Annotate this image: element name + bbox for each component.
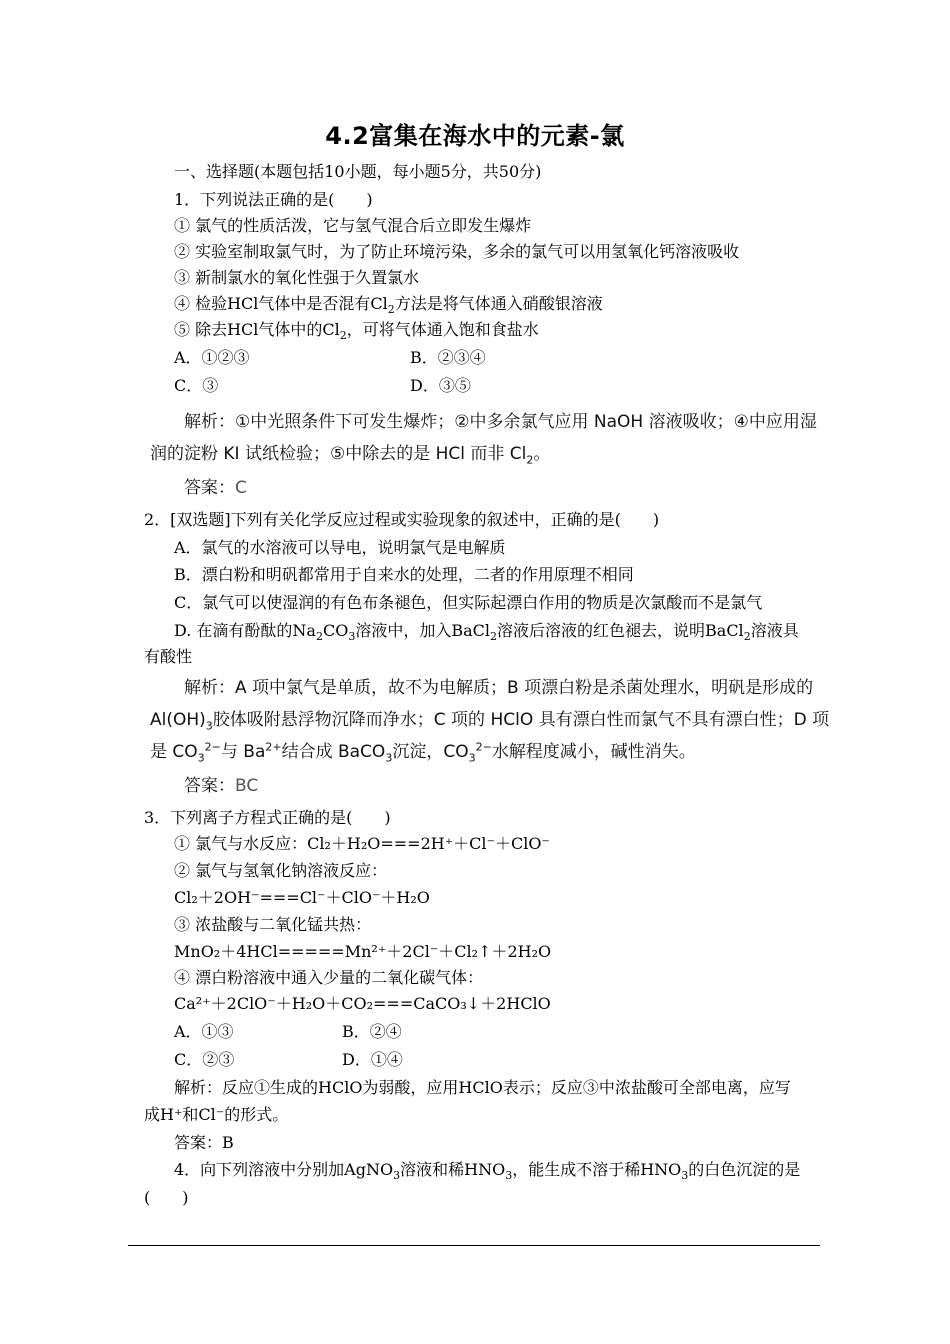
- q1-item-3: ③ 新制氯水的氧化性强于久置氯水: [174, 268, 420, 287]
- q4-stem: 4．向下列溶液中分别加AgNO$_3$溶液和稀$HNO_3$，能生成不溶于稀$HNO_3$的白色沉淀的是: [174, 1160, 801, 1183]
- q2-analysis-line-3: 是 $CO_3^{2-}$与 $Ba^{2+}$结合成 BaCO$_3$沉淀，$CO_3^{2-}$水解程度减小，碱性消失。: [150, 740, 696, 765]
- q3-item-4-equation: Ca²⁺＋2ClO⁻＋H₂O＋CO₂===CaCO₃↓＋2HClO: [174, 994, 551, 1013]
- q4-stem-continued: ( ): [144, 1188, 189, 1207]
- q3-item-1: ① 氯气与水反应：Cl₂＋H₂O===2H⁺＋Cl⁻＋ClO⁻: [174, 834, 550, 853]
- q1-analysis-line-1: 解析：①中光照条件下可发生爆炸；②中多余氯气应用 NaOH 溶液吸收；④中应用湿: [184, 412, 817, 432]
- q2-stem: 2．[双选题]下列有关化学反应过程或实验现象的叙述中，正确的是( ): [144, 510, 660, 529]
- q3-item-3-label: ③ 浓盐酸与二氧化锰共热：: [174, 915, 372, 934]
- q2-answer: 答案：BC: [184, 776, 259, 796]
- q3-option-c: C．②③: [174, 1050, 235, 1069]
- q3-answer: 答案：B: [174, 1133, 234, 1152]
- q3-item-4-label: ④ 漂白粉溶液中通入少量的二氧化碳气体：: [174, 968, 484, 987]
- q3-item-3-equation: MnO₂＋4HCl=====Mn²⁺＋2Cl⁻＋Cl₂↑＋2H₂O: [174, 942, 552, 961]
- q1-item-2: ② 实验室制取氯气时，为了防止环境污染，多余的氯气可以用氢氧化钙溶液吸收: [174, 242, 740, 261]
- q1-option-b: B．②③④: [410, 348, 486, 367]
- q2-option-d-continued: 有酸性: [144, 647, 193, 666]
- q3-item-2-equation: Cl₂＋2OH⁻===Cl⁻＋ClO⁻＋H₂O: [174, 888, 430, 907]
- q2-analysis-line-2: $Al(OH)_3$胶体吸附悬浮物沉降而净水；C 项的 HClO 具有漂白性而氯气不具有漂白性；D 项: [150, 710, 830, 733]
- q1-item-1: ① 氯气的性质活泼，它与氢气混合后立即发生爆炸: [174, 216, 532, 235]
- q3-item-2-label: ② 氯气与氢氧化钠溶液反应：: [174, 861, 388, 880]
- q1-analysis-line-2: 润的淀粉 KI 试纸检验；⑤中除去的是 HCl 而非 $Cl_2$。: [150, 444, 551, 467]
- q1-answer: 答案：C: [184, 478, 247, 498]
- q1-option-d: D．③⑤: [410, 376, 471, 395]
- footer-rule: [128, 1245, 820, 1246]
- q3-analysis-line-2: 成H⁺和Cl⁻的形式。: [144, 1105, 289, 1124]
- document-title: 4.2富集在海水中的元素-氯: [325, 122, 625, 150]
- q1-item-4: ④ 检验HCl气体中是否混有$Cl_2$方法是将气体通入硝酸银溶液: [174, 294, 603, 317]
- q2-analysis-line-1: 解析：A 项中氯气是单质，故不为电解质；B 项漂白粉是杀菌处理水，明矾是形成的: [184, 678, 814, 698]
- q2-option-a: A．氯气的水溶液可以导电，说明氯气是电解质: [174, 538, 506, 557]
- section-heading: 一、选择题(本题包括10小题，每小题5分，共50分): [174, 162, 542, 181]
- q3-option-a: A．①③: [174, 1022, 234, 1041]
- q2-option-b: B．漂白粉和明矾都常用于自来水的处理，二者的作用原理不相同: [174, 565, 634, 584]
- q2-option-d: D. 在滴有酚酞的$Na_2CO_3$溶液中，加入BaCl$_2$溶液后溶液的红色褪去，说明BaCl$_2$溶液具: [174, 621, 799, 644]
- q3-analysis-line-1: 解析：反应①生成的HClO为弱酸，应用HClO表示；反应③中浓盐酸可全部电离，应写: [174, 1078, 791, 1097]
- q3-stem: 3．下列离子方程式正确的是( ): [144, 808, 391, 827]
- q3-option-b: B．②④: [342, 1022, 402, 1041]
- q1-option-a: A．①②③: [174, 348, 250, 367]
- q3-option-d: D．①④: [342, 1050, 403, 1069]
- q1-item-5: ⑤ 除去HCl气体中的$Cl_2$，可将气体通入饱和食盐水: [174, 320, 539, 343]
- q1-stem: 1．下列说法正确的是( ): [174, 190, 373, 209]
- q1-option-c: C．③: [174, 376, 219, 395]
- q2-option-c: C．氯气可以使湿润的有色布条褪色，但实际起漂白作用的物质是次氯酸而不是氯气: [174, 593, 763, 612]
